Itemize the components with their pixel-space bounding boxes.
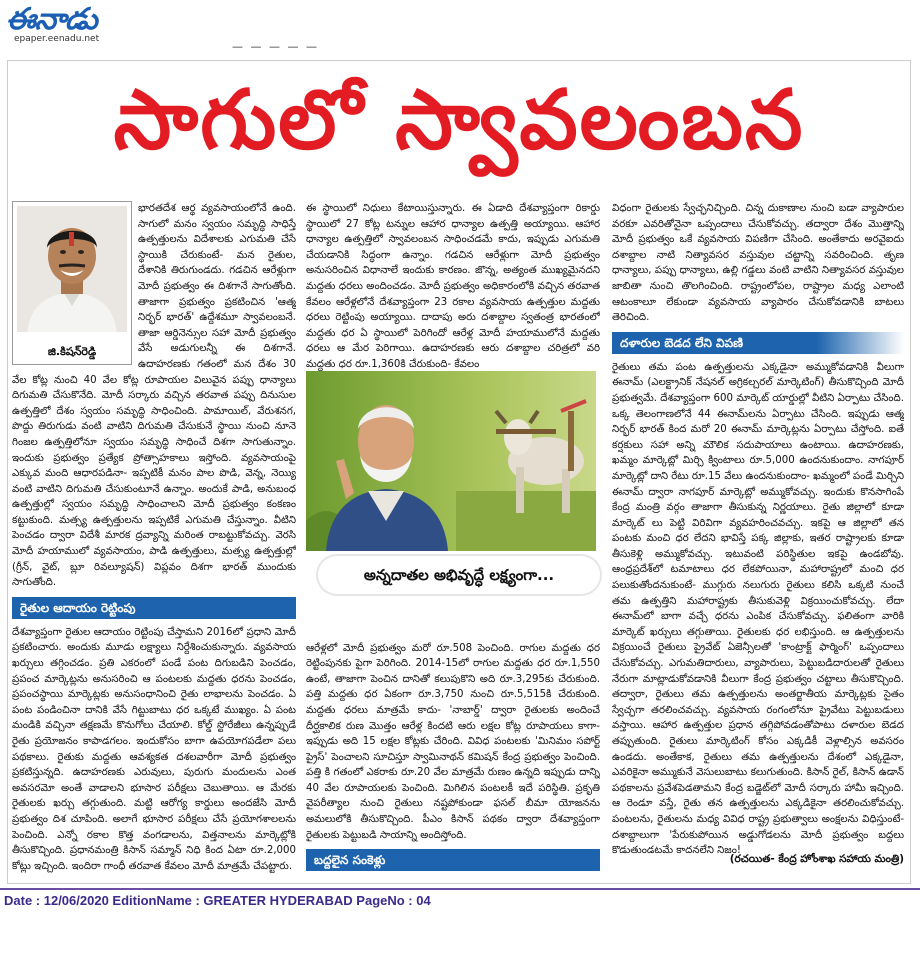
article-paragraph: దేశవ్యాప్తంగా రైతుల ఆదాయం రెట్టింపు చేస్తామని 2016లో ప్రధాని మోదీ ప్రకటించారు. అందుకు మూడు లక్ష్యాలు నిర్దేశించుకున్నారు. వ్యవసాయ ఖర్చులు తగ్గించడం. ప్రతి ఎకరంలో పండే పంట దిగుబడిని పెంచడం, ప్రపంచ మార్కెట్లను అనుసరించి ఆ పంటలకు మద్దతు ధరను పెంచడం, ప్రపంచస్థాయి మార్కెట్లకు అనుసంధానించి రైతు లాభాలను పెంచడం. ఏ పంట పండించినా దానికి వేసే గిట్టుబాటు ధర ఒక్కటే ముఖ్యం. ఏ పంట మండికి వచ్చినా తక్షణమే కొనుగోలు చేయాలి. కోల్డ్ స్టోరేజీలు ఉన్నప్పుడే రైతు ప్రయోజనం కాపాడగలం. ఇందుకోసం బాగా ఉపయోగపడేలా పలు పథకాలు. రైతుకు మద్దతు ఆవశ్యకత దశలవారీగా మోదీ ప్రభుత్వం ప్రకటిస్తున్నది. ఉదాహరణకు ఎరువులు, పురుగు మందులను ఎంత అవసరమో అంతే వాడాలని భూసార పరీక్షలు చెబుతాయి. ఆ మేరకు రైతులకు ఖర్చు తగ్గుతుంది. మట్టి ఆరోగ్య కార్డులు అందజేసి మోదీ ప్రభుత్వం దిశ చూపింది. అలాగే భూసార పరీక్షలు చేసే ప్రయోగశాలలను పెంచింది. ఎన్నో రకాల కొత్త వంగడాలను, విత్తనాలను మార్కెట్లోకి తీసుకొచ్చింది. ప్రధానమంత్రి కిసాన్ సమ్మాన్ నిధి కింద ఏటా రూ.2,000 కోట్లు ఇచ్చింది. ఇందిరా గాంధీ తరవాత కేవలం మోదీ మాత్రమే చేపట్టారు. bbox=[12, 626, 296, 872]
author-photo-box bbox=[12, 201, 132, 365]
author-credit: (రచయిత- కేంద్ర హోంశాఖ సహాయ మంత్రి) bbox=[729, 853, 904, 865]
column-3 bbox=[612, 201, 904, 877]
logo-url: epaper.eenadu.net bbox=[14, 34, 100, 44]
pull-quote: అన్నదాతల అభివృద్ధే లక్ష్యంగా... bbox=[318, 556, 600, 594]
author-portrait bbox=[17, 206, 127, 332]
edition-footer: Date : 12/06/2020 EditionName : GREATER HYDERABAD PageNo : 04 bbox=[4, 893, 431, 908]
logo-title: ఈనాడు bbox=[6, 2, 97, 37]
pm-farm-photo bbox=[306, 371, 596, 551]
headline: సాగులో స్వావలంబన bbox=[113, 73, 805, 168]
article-paragraph: ఈ స్థాయిలో నిధులు కేటాయిస్తున్నారు. ఈ ఏడాది దేశవ్యాప్తంగా రికార్డు స్థాయిలో 27 కోట్ల టన్నుల ఆహార ధాన్యాల ఉత్పత్తి అయ్యాయి. ఆహార ధాన్యాల ఉత్పత్తిలో స్వావలంబన సాధించడమే కాదు, ఇప్పుడు ఎగుమతి చేయడానికి సిద్ధంగా ఉన్నాం. గడచిన ఆరేళ్లుగా మోదీ ప్రభుత్వం అనుసరించిన విధానాలే ఇందుకు కారణం. జొన్న, అత్యంత ముఖ్యమైనదని మద్దతు ధరలు అందించడం. మోదీ ప్రభుత్వం అధికారంలోకి వచ్చిన తరవాత కేవలం ఆరేళ్లలోనే దేశవ్యాప్తంగా 23 రకాల వ్యవసాయ ఉత్పత్తుల మద్దతు ధరలు రెట్టింపు అయ్యాయి. దాదాపు అరు దశాబ్దాల స్వతంత్ర భారతంలో మద్దతు ధర ఏ స్థాయిలో పెరిగిందో ఆరేళ్ల మోదీ హయాములోనే మద్దతు ధరలు ఆ మేర పెరిగాయి. ఉదాహరణకు ఆరు దశాబ్దాల చరిత్రలో వరి మద్దతు ధర రూ.1,360కి చేరుకుంది- కేవలం bbox=[306, 203, 600, 370]
section-heading-market: దళారుల బెడద లేని విపణి bbox=[612, 332, 904, 354]
article-paragraph: ఆరేళ్లలో మోదీ ప్రభుత్వం మరో రూ.508 పెంచింది. రాగుల మద్దతు ధర రెట్టింపునకు పైగా పెరిగింది. 2014-15లో రాగుల మద్దతు ధర రూ.1,550 ఉంటే, తాజాగా పెంచిన దానితో కలుపుకొని అది రూ.3,295కు చేరుకుంది. పత్తి మద్దతు ధర ఏకంగా రూ.3,750 నుంచి రూ.5,515కి చేరుకుంది. మద్దతు ధరలు మాత్రమే కాదు- 'నాబార్డ్' ద్వారా రైతులకు అందించే దీర్ఘకాలిక రుణ మొత్తం ఆరేళ్ల కిందటి ఆరు లక్షల కోట్ల రూపాయలు కాగా- ఇప్పుడు అది 15 లక్షల కోట్లకు చేరింది. వివిధ పంటలకు 'మినిమం సపోర్ట్ ప్రైస్' పెంచాలని సూచిస్తూ స్వామినాథన్ కమిషన్ కేంద్ర ప్రభుత్వం పెంచింది. పత్తి కి గతంలో ఎకరాకు రూ.20 వేల మాత్రమే రుణం ఉన్నది ఇప్పుడు దాన్ని 40 వేల రూపాయలకు పెంచింది. మిగిలిన పంటలకీ ఇదే పరిస్థితి. ప్రకృతి వైపరీత్యాల నుంచి రైతులు నష్టపోకుండా ఫసల్ బీమా యోజనను అమలులోకి తీసుకొచ్చింది. పీఎం కిసాన్ పథకం ద్వారా దేశవ్యాప్తంగా రైతులకు పెట్టుబడి సాయాన్ని అందిస్తోంది. bbox=[306, 642, 600, 841]
column-1 bbox=[12, 201, 296, 877]
article-paragraph: విధంగా రైతులకు స్వేచ్ఛనిచ్చింది. చిన్న దుకాణాల నుంచి బడా వ్యాపారుల వరకూ ఎవరితోనైనా ఒప్పందాలు చేసుకోవచ్చు. తద్వారా దేశం మొత్తాన్ని మోదీ ప్రభుత్వం ఒకే వ్యవసాయ విపణిగా చేసింది. అంతేకాదు అరవైఐదు దశాబ్దాల నాటి నిత్యావసర వస్తువుల చట్టాన్ని సవరించింది. తృణ ధాన్యాలు, పప్పు ధాన్యాలు, ఉల్లి గడ్డలు వంటి వాటిని నిత్యావసర వస్తువుల జాబితా నుంచి తొలగించింది. రాష్ట్రంలోపల, రాష్ట్రాల మధ్య ఎలాంటి ఆటంకాలూ లేకుండా వ్యవసాయ వ్యాపారం చేసుకోవడానికి బాటలు తెరిచింది. bbox=[612, 203, 904, 324]
section-heading-shackles: బద్దలైన సంకెళ్లు bbox=[306, 849, 600, 871]
article-paragraph: రైతులు తమ పంట ఉత్పత్తులను ఎక్కడైనా అమ్ముకోవడానికి వీలుగా ఈనామ్ (ఎలక్ట్రానిక్ నేషనల్ అగ్రికల్చరల్ మార్కెటింగ్) తీసుకొచ్చింది మోదీ ప్రభుత్వమే. దేశవ్యాప్తంగా 600 మార్కెట్ యార్డుల్లో వీటిని ఏర్పాటు చేసింది. ఒక్క తెలంగాణలోనే 44 ఈనామ్‌లను ఏర్పాటు చేసింది. ఇప్పుడు ఆత్మ నిర్భర్ భారత్ కింద మరో 20 ఈనామ్ మార్కెట్లను ఏర్పాటు చేస్తోంది. ఐతే కర్షకులు సహా అన్ని మౌలిక సదుపాయాలు ఉంటాయి. ఉదాహరణకు, ఖమ్మం మార్కెట్లో మిర్చి క్వింటాలు రూ.5,000 ఉందనుకుందాం. నాగపూర్ మార్కెట్లో దాని రేటు రూ.15 వేలు ఉందనుకుందాం- ఖమ్మంలో పండే మిర్చిని ఈనామ్ ద్వారా నాగపూర్ మార్కెట్లో అమ్ముకోవచ్చు. ఇందుకు కొనసాగింపే కేంద్ర మంత్రి వర్గం తాజాగా తీసుకున్న నిర్ణయాలు. రైతు జిల్లాలో కూడా మార్కెట్ లు పెట్టి విరివిగా వ్యవహరించవచ్చు. ఇకపై ఆ జిల్లాలో తన పంటకు మంచి ధర లేదని భావిస్తే పక్క జిల్లాకు, ఇతర రాష్ట్రాలకు కూడా తీసుకెళ్లి అమ్ముకోవచ్చు. ఇటువంటి పరిస్థితుల ఇకపై ఉండబోవు. ఆంధ్రప్రదేశ్‌లో టమాటాలు ధర లేకపోయినా, మహారాష్ట్రలో మంచి ధర పలుకుతోందనుకుంటే- ముగ్గురు నలుగురు రైతులు కలిసి ఒక్కటి నుంచే తమ ఉత్పత్తిని మహారాష్ట్రకు తీసుకువెళ్లి విక్రయించుకోవచ్చు. లేదా ఈనామ్‌లో బాగా వచ్చే ధరను ఎంపిక చేసుకోవచ్చు. ఫలితంగా వారికి మార్కెట్ ఖర్చులు తగ్గుతాయి. రైతులకు ధర లభిస్తుంది. ఆ ఉత్పత్తులను విక్రయించే రైతులు ప్రైవేట్ ఏజెన్సీలతో 'కాంట్రాక్ట్ ఫార్మింగ్' ఒప్పందాలు చేసుకోవచ్చు. ఎగుమతిదారులు, వ్యాపారులు, పెట్టుబడిదారులతో రైతులు నేరుగా మాట్లాడుకోవడానికి వీలుగా కేంద్ర ప్రభుత్వం చట్టాలు తీసుకొచ్చింది. తద్వారా, రైతులు తమ ఉత్పత్తులను అంతర్జాతీయ మార్కెట్లకు సైతం స్వేచ్ఛగా తరలించవచ్చు. వ్యవసాయ రంగంలోనూ ప్రైవేటు పెట్టుబడులు వస్తాయి. ఆహార ఉత్పత్తుల ప్రధాన తగ్గిపోవడంతోపాటు దళారుల బెడద తప్పుతుంది. రైతులు మార్కెటింగ్ కోసం ఎక్కడికీ వెళ్లాల్సిన అవసరం ఉండదు. అంతేకాక, రైతులు తమ ఉత్పత్తులను దేశంలో ఎక్కడైనా, ఎవరికైనా అమ్ముకునే వెసులుబాటు కలుగుతుంది. కిసాన్ రైల్, కిసాన్ ఉడాన్ పథకాలను ప్రవేశపెడతామని కేంద్ర బడ్జెట్‌లో మోదీ సర్కారు హామీ ఇచ్చింది. ఆ రెండూ వస్తే, రైతు తన ఉత్పత్తులను ఎక్కడికైనా తరలించుకోవచ్చు. పంటలను, రైతులను మధ్య వివిధ రాష్ట్ర ప్రభుత్వాలు అంక్షలను విధిస్తుంటే- దశాబ్దాలుగా 'పేరుకుపోయిన అడ్డుగోడలను మోదీ ప్రభుత్వం బద్దలు కొడుతుండటమే కాదనలేని నిజం! bbox=[612, 361, 904, 857]
footer-divider bbox=[0, 888, 920, 890]
article-paragraph: భారతదేశ ఆర్థ వ్యవసాయంలోనే ఉంది. సాగులో మనం స్వయం సమృద్ధి సాధిస్తే ఉత్పత్తులను విదేశాలకు ఎగుమతి చేసే స్థాయికి చేరుకుంటే- మన రైతుల, దేశానికి తిరుగుండదు. గడచిన ఆరేళ్లుగా మోదీ ప్రభుత్వం ఈ దిశగానే సాగుతోంది. తాజాగా ప్రభుత్వం ప్రకటించిన 'ఆత్మ నిర్భర్ భారత్' ఉద్దేశమూ స్వావలంబనే. తాజా ఆర్డినెన్సుల సహా మోదీ ప్రభుత్వం వేసే అడుగులన్నీ ఈ దిశగానే. ఉదాహరణకు గతంలో మన దేశం 30 వేల కోట్ల నుంచి 40 వేల కోట్ల రూపాయల విలువైన పప్పు ధాన్యాలు దిగుమతి చేసుకొనేది. మోదీ సర్కారు వచ్చిన తరవాత పప్పు దినుసుల ఉత్పత్తిలో దేశం స్వయం సమృద్ధి సాధించింది. పామాయిల్, వేరుశనగ, పొద్దు తిరుగుడు వంటి వాటిని దిగుమతి చేసుకునే స్థాయి నుంచి నూనె గింజల ఉత్పత్తిలోనూ స్వయం సమృద్ధి సాధించే దిశగా సాగుతున్నాం. ఇందుకు ప్రభుత్వం ప్రత్యేక ప్రోత్సాహకాలు ఇస్తోంది. వ్యవసాయంపై ఎక్కువ మంది ఆధారపడినా- ఇప్పటికీ మనం పాల పొడి, వెన్న, నెయ్యి వంటి వాటిని దిగుమతి చేసుకుంటూనే ఉన్నాం. అందుకే పాడి, అనుబంధ ఉత్పత్తుల్లో స్వయం సమృద్ధి సాధించాలని మోదీ ప్రభుత్వం కంకణం కట్టుకుంది. మత్స్య ఉత్పత్తులను ఇప్పటికే ఎగుమతి చేస్తున్నాం. వీటిని పెంచడం ద్వారా విదేశీ మారక ద్రవ్యాన్ని మరింత రాబట్టుకోవచ్చు. వెరసి మోదీ హయాములో వ్యవసాయం, పాడి ఉత్పత్తులు, మత్స్య ఉత్పత్తుల్లో (గ్రీన్, వైట్, బ్లూ రివల్యూషన్) విప్లవం దిశగా భారత్ ముందుకు సాగుతోంది. bbox=[12, 203, 296, 589]
section-heading-income: రైతుల ఆదాయం రెట్టింపు bbox=[12, 597, 296, 619]
author-name: జి.కిషన్‌రెడ్డి bbox=[47, 345, 97, 359]
separator-dashes: — — — — — bbox=[232, 40, 319, 53]
eenadu-logo[interactable] bbox=[6, 4, 99, 44]
